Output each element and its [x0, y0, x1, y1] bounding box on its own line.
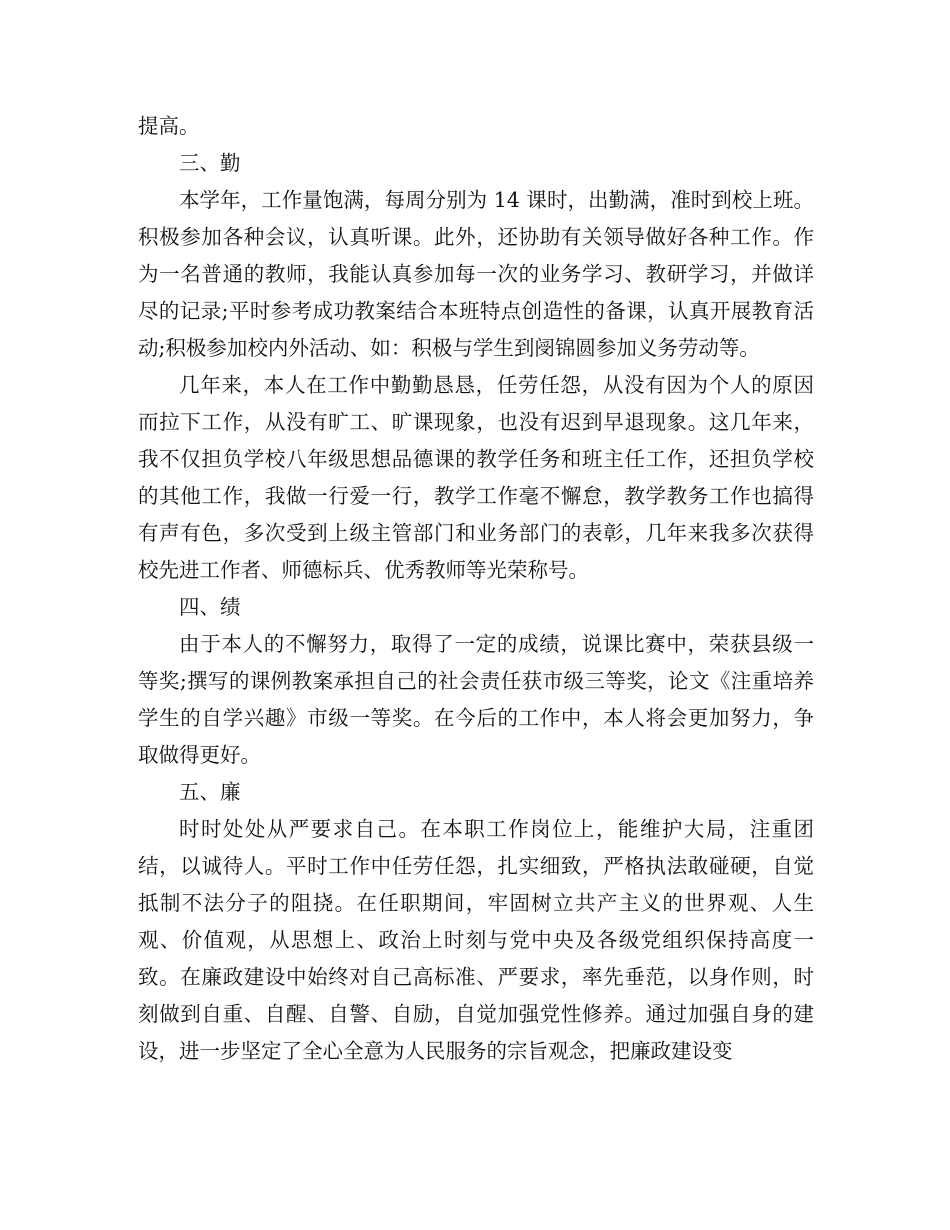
- paragraph-integrity: 时时处处从严要求自己。在本职工作岗位上，能维护大局，注重团结，以诚待人。平时工作中任劳任怨，扎实细致，严格执法敢碰硬，自觉抵制不法分子的阻挠。在任职期间，牢固树立共产主义的世界观、人生观、价值观，从思想上、政治上时刻与党中央及各级党组织保持高度一致。在廉政建设中始终对自己高标准、严要求，率先垂范，以身作则，时刻做到自重、自醒、自警、自励，自觉加强党性修养。通过加强自身的建设，进一步坚定了全心全意为人民服务的宗旨观念，把廉政建设变: [138, 817, 814, 1063]
- document-page: [138, 108, 814, 1070]
- paragraph-diligence-1: 本学年，工作量饱满，每周分别为 14 课时，出勤满，准时到校上班。积极参加各种会议，认真听课。此外，还协助有关领导做好各种工作。作为一名普通的教师，我能认真参加每一次的业务学习、教研学习，并做详尽的记录;平时参考成功教案结合本班特点创造性的备课，认真开展教育活动;积极参加校内外活动、如：积极与学生到阌锦圆参加义务劳动等。: [138, 188, 814, 360]
- paragraph-diligence-2: 几年来，本人在工作中勤勤恳恳，任劳任怨，从没有因为个人的原因而拉下工作，从没有旷工、旷课现象，也没有迟到早退现象。这几年来，我不仅担负学校八年级思想品德课的教学任务和班主任工作，还担负学校的其他工作，我做一行爱一行，教学工作毫不懈怠，教学教务工作也搞得有声有色，多次受到上级主管部门和业务部门的表彰，几年来我多次获得校先进工作者、师德标兵、优秀教师等光荣称号。: [138, 373, 814, 582]
- section-heading-diligence: 三、勤: [179, 151, 241, 175]
- section-heading-achievement: 四、绩: [179, 595, 241, 619]
- paragraph-continuation: 提高。: [138, 114, 200, 138]
- section-heading-integrity: 五、廉: [179, 780, 241, 804]
- paragraph-achievement: 由于本人的不懈努力，取得了一定的成绩，说课比赛中，荣获县级一等奖;撰写的课例教案承担自己的社会责任获市级三等奖，论文《注重培养学生的自学兴趣》市级一等奖。在今后的工作中，本人将会更加努力，争取做得更好。: [138, 632, 814, 767]
